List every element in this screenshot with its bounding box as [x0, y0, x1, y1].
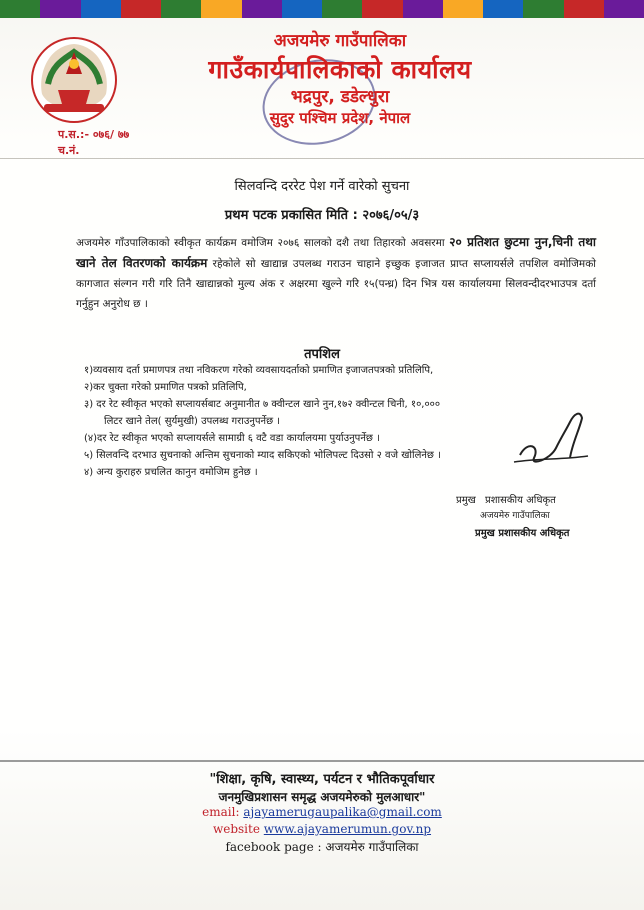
- office-name: गाउँकार्यपालिकाको कार्यालय: [208, 55, 472, 84]
- body-line-1: अजयमेरु गाँउपालिकाको स्वीकृत कार्यक्रम वमोजिम २०७६ सालको दशै तथा तिहारको अवसरमा: [76, 237, 445, 249]
- signature-stamp-text: प्रमुख प्रशासकीय अधिकृत: [475, 528, 570, 539]
- signature-title: प्रशासकीय अधिकृत: [485, 495, 556, 506]
- list-item: लिटर खाने तेल( सुर्यमुखी) उपलब्ध गराउनुपर्नेछ ।: [104, 416, 281, 427]
- slogan-line-2: जनमुखिप्रशासन समृद्ध अजयमेरुको मुलआधार": [218, 790, 426, 804]
- publish-date: प्रथम पटक प्रकासित मिति : २०७६/०५/३: [224, 208, 420, 223]
- list-item: २)कर चुक्ता गरेको प्रमाणित पत्रको प्रतिलिपि,: [84, 382, 247, 393]
- municipality-name: अजयमेरु गाउँपालिका: [273, 31, 407, 51]
- handwritten-signature: [510, 400, 590, 470]
- list-item: ३) दर रेट स्वीकृत भएको सप्लायर्सबाट अनुमानीत ७ क्वीन्टल खाने नुन,१७२ क्वीन्टल चिनी, १०,०००: [84, 399, 441, 410]
- header-divider: [0, 158, 644, 159]
- notice-body: [76, 232, 596, 314]
- slogan-line-1: "शिक्षा, कृषि, स्वास्थ्य, पर्यटन र भौतिकपूर्वाधार: [209, 772, 435, 787]
- footer-email: [40, 805, 604, 819]
- body-line-3: रहेकोले सो खाद्यान्न उपलब्ध गराउन चाहाने इच्छुक इजाजत प्राप्त सप्लायर्सले तपशिल वमोजिमको कागजात संल्गन गरी गरि तिनै खाद्यान्नको मुल्य अंक र अक्षरमा खुल्ने गरि १५(पन्ध्र) दिन भित्र यस कार्यालयमा सिलवन्दीदरभाउपत्र दर्ता गर्नुहुन अनुरोध छ ।: [76, 258, 596, 310]
- top-decorative-border: [0, 0, 644, 18]
- website-link[interactable]: www.ajayamerumun.gov.np: [263, 822, 432, 836]
- notice-subject: सिलवन्दि दररेट पेश गर्ने वारेको सुचना: [234, 179, 410, 194]
- list-item: ४) अन्य कुराहरु प्रचलित कानुन वमोजिम हुनेछ ।: [84, 467, 258, 478]
- list-item: ५) सिलवन्दि दरभाउ सुचनाको अन्तिम सुचनाको म्याद सकिएको भोलिपल्ट दिउसो २ वजे खोलिनेछ ।: [84, 450, 441, 461]
- email-link[interactable]: ajayamerugaupalika@gmail.com: [243, 805, 442, 819]
- tapsil-title: तपशिल: [304, 347, 340, 362]
- tapsil-list: [84, 362, 584, 481]
- body-emphasis: २० प्रतिशत छुटमा नुन,चिनी तथा खाने तेल वितरणको कार्यक्रम: [76, 235, 597, 270]
- dispatch-number: च.नं.: [58, 144, 80, 157]
- list-item: (४)दर रेट स्वीकृत भएको सप्लायर्सले सामाग्री ६ वटै वडा कार्यालयमा पुर्याउनुपर्नेछ ।: [84, 433, 380, 444]
- province-name: सुदुर पश्चिम प्रदेश, नेपाल: [269, 109, 411, 127]
- list-item: १)व्यवसाय दर्ता प्रमाणपत्र तथा नविकरण गरेको व्यवसायदर्ताको प्रमाणित इजाजतपत्रको प्रतिलिपि,: [84, 365, 434, 376]
- footer-website: [40, 822, 604, 836]
- signature-office: अजयमेरु गाउँपालिका: [480, 511, 550, 521]
- office-address: भद्रपुर, डडेल्धुरा: [290, 87, 390, 107]
- facebook-page[interactable]: अजयमेरु गाउँपालिका: [325, 840, 419, 854]
- footer-facebook: [40, 838, 604, 855]
- website-label: website: [212, 822, 260, 836]
- signature-prefix: प्रमुख: [456, 495, 476, 506]
- reference-number: प.स.:- ०७६/ ७७: [58, 128, 130, 141]
- nepal-emblem-icon: [28, 34, 120, 126]
- email-label: email:: [202, 805, 240, 819]
- facebook-label: facebook page :: [225, 840, 322, 854]
- footer-divider: [0, 760, 644, 762]
